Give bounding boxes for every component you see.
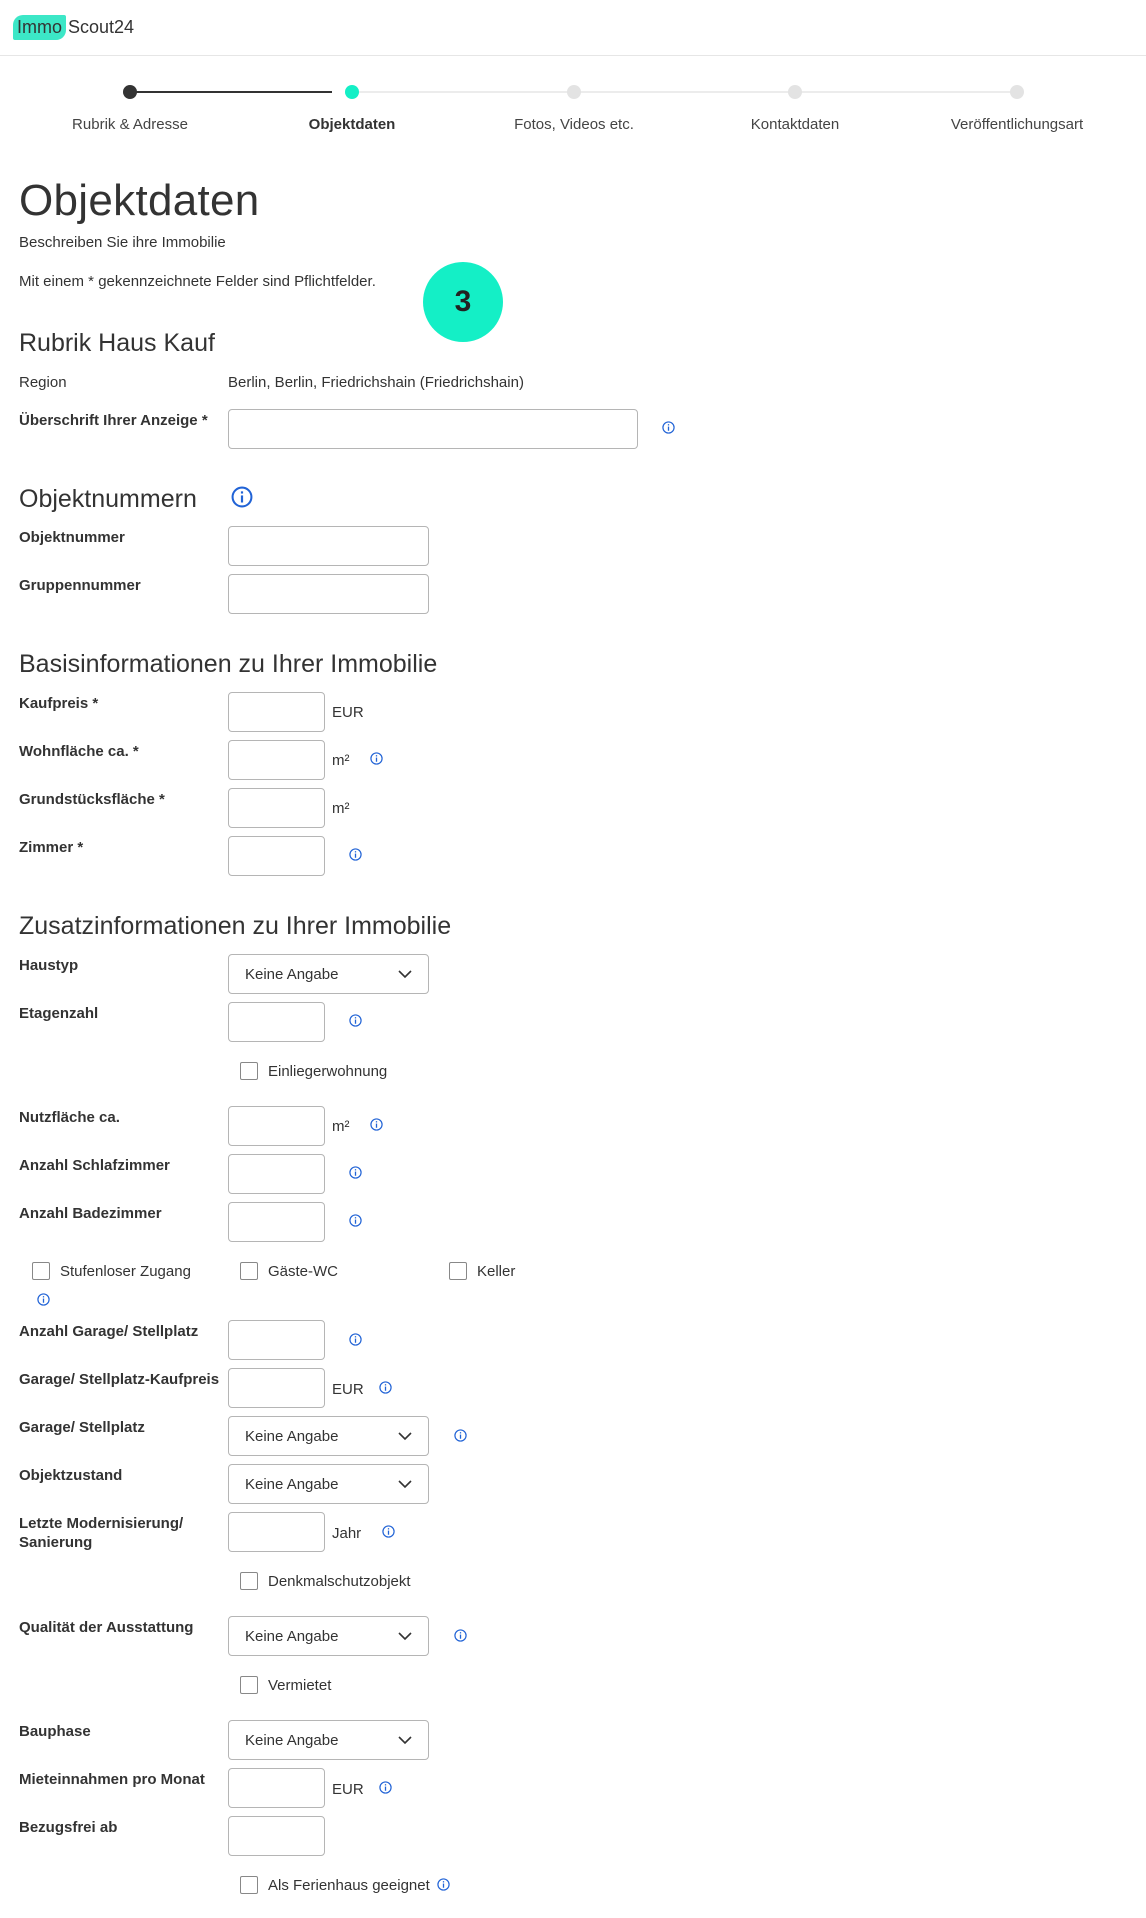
mieteinnahmen-info-icon[interactable]: [379, 1781, 392, 1794]
gaestewc-checkbox[interactable]: [240, 1262, 338, 1280]
stufenlos-checkbox[interactable]: [32, 1262, 191, 1280]
headline-label: Überschrift Ihrer Anzeige *: [19, 412, 208, 429]
region-label: Region: [19, 374, 67, 391]
step-dot-fotos: [567, 85, 581, 99]
etagenzahl-label: Etagenzahl: [19, 1005, 99, 1022]
nutzflaeche-label: Nutzfläche ca.: [19, 1109, 120, 1126]
step-label-veroeffentlichung: Veröffentlichungsart: [950, 116, 1084, 133]
checkbox-box[interactable]: [240, 1062, 258, 1080]
bauphase-label: Bauphase: [19, 1723, 91, 1740]
nutzflaeche-unit: m²: [332, 1118, 350, 1135]
objektnummer-input[interactable]: [228, 526, 429, 566]
zustand-select[interactable]: [228, 1464, 429, 1504]
modernisierung-info-icon[interactable]: [382, 1525, 395, 1538]
mieteinnahmen-unit: EUR: [332, 1781, 364, 1798]
wohnflaeche-input[interactable]: [228, 740, 325, 780]
gruppennummer-label: Gruppennummer: [19, 577, 141, 594]
chevron-down-icon: [398, 1432, 412, 1441]
garage-anzahl-info-icon[interactable]: [349, 1333, 362, 1346]
haustyp-label: Haustyp: [19, 957, 79, 974]
stepper-line-done: [130, 91, 332, 93]
garage-preis-info-icon[interactable]: [379, 1381, 392, 1394]
section-title-zusatz: Zusatzinformationen zu Ihrer Immobilie: [19, 912, 452, 940]
wohnflaeche-unit: m²: [332, 752, 350, 769]
grundstueck-unit: m²: [332, 800, 350, 817]
headline-input[interactable]: [228, 409, 638, 449]
checkbox-box[interactable]: [240, 1262, 258, 1280]
garage-typ-select[interactable]: [228, 1416, 429, 1456]
checkbox-box[interactable]: [240, 1676, 258, 1694]
badezimmer-input[interactable]: [228, 1202, 325, 1242]
schlafzimmer-input[interactable]: [228, 1154, 325, 1194]
mieteinnahmen-label: Mieteinnahmen pro Monat: [19, 1771, 205, 1788]
badezimmer-label: Anzahl Badezimmer: [19, 1205, 162, 1222]
kaufpreis-input[interactable]: [228, 692, 325, 732]
step-label-objektdaten[interactable]: Objektdaten: [308, 116, 396, 133]
qualitaet-select[interactable]: [228, 1616, 429, 1656]
garage-typ-label: Garage/ Stellplatz: [19, 1419, 145, 1436]
bezugsfrei-input[interactable]: [228, 1816, 325, 1856]
zustand-label: Objektzustand: [19, 1467, 123, 1484]
immoscout24-logo[interactable]: [13, 13, 134, 41]
etagenzahl-input[interactable]: [228, 1002, 325, 1042]
required-fields-hint: Mit einem * gekennzeichnete Felder sind Pflichtfelder.: [19, 273, 376, 290]
logo-immo-text: Immo: [13, 15, 66, 40]
zimmer-info-icon[interactable]: [349, 848, 362, 861]
checkbox-box[interactable]: [449, 1262, 467, 1280]
section-title-objektnummern: Objektnummern: [19, 485, 197, 513]
page-subtitle: Beschreiben Sie ihre Immobilie: [19, 234, 226, 251]
vermietet-label: Vermietet: [268, 1676, 332, 1694]
stepper-line-todo: [352, 91, 1018, 93]
garage-preis-unit: EUR: [332, 1381, 364, 1398]
garage-anzahl-label: Anzahl Garage/ Stellplatz: [19, 1323, 199, 1340]
kaufpreis-unit: EUR: [332, 704, 364, 721]
zimmer-label: Zimmer *: [19, 839, 84, 856]
wohnflaeche-label: Wohnfläche ca. *: [19, 743, 139, 760]
ferienhaus-checkbox[interactable]: [240, 1876, 430, 1894]
wohnflaeche-info-icon[interactable]: [370, 752, 383, 765]
chevron-down-icon: [398, 1480, 412, 1489]
nutzflaeche-info-icon[interactable]: [370, 1118, 383, 1131]
gaestewc-label: Gäste-WC: [268, 1262, 339, 1280]
denkmal-checkbox[interactable]: [240, 1572, 411, 1590]
einlieger-checkbox[interactable]: [240, 1062, 387, 1080]
einlieger-label: Einliegerwohnung: [268, 1062, 388, 1080]
etagenzahl-info-icon[interactable]: [349, 1014, 362, 1027]
qualitaet-select-value: Keine Angabe: [245, 1627, 339, 1645]
bezugsfrei-label: Bezugsfrei ab: [19, 1819, 118, 1836]
step-dot-kontaktdaten: [788, 85, 802, 99]
haustyp-select-value: Keine Angabe: [245, 965, 339, 983]
gruppennummer-input[interactable]: [228, 574, 429, 614]
modernisierung-input[interactable]: [228, 1512, 325, 1552]
ferienhaus-info-icon[interactable]: [437, 1878, 450, 1891]
keller-label: Keller: [477, 1262, 516, 1280]
checkbox-box[interactable]: [240, 1876, 258, 1894]
nutzflaeche-input[interactable]: [228, 1106, 325, 1146]
checkbox-box[interactable]: [32, 1262, 50, 1280]
stufenlos-info-icon[interactable]: [37, 1293, 50, 1306]
garage-preis-label: Garage/ Stellplatz-Kaufpreis: [19, 1371, 220, 1388]
bauphase-select-value: Keine Angabe: [245, 1731, 339, 1749]
page-title: Objektdaten: [19, 176, 260, 225]
chevron-down-icon: [398, 1632, 412, 1641]
chevron-down-icon: [398, 970, 412, 979]
step-label-kontaktdaten: Kontaktdaten: [750, 116, 840, 133]
garage-anzahl-input[interactable]: [228, 1320, 325, 1360]
zustand-select-value: Keine Angabe: [245, 1475, 339, 1493]
checkbox-box[interactable]: [240, 1572, 258, 1590]
section-title-basis: Basisinformationen zu Ihrer Immobilie: [19, 650, 438, 678]
step-dot-veroeffentlichung: [1010, 85, 1024, 99]
kaufpreis-label: Kaufpreis *: [19, 695, 99, 712]
modernisierung-unit: Jahr: [332, 1525, 362, 1542]
garage-typ-info-icon[interactable]: [454, 1429, 467, 1442]
step-label-fotos: Fotos, Videos etc.: [514, 116, 634, 133]
bauphase-select[interactable]: [228, 1720, 429, 1760]
logo-scout-text: Scout24: [68, 16, 135, 37]
grundstueck-label: Grundstücksfläche *: [19, 791, 165, 808]
grundstueck-input[interactable]: [228, 788, 325, 828]
schlafzimmer-label: Anzahl Schlafzimmer: [19, 1157, 170, 1174]
keller-checkbox[interactable]: [449, 1262, 515, 1280]
qualitaet-info-icon[interactable]: [454, 1629, 467, 1642]
mieteinnahmen-input[interactable]: [228, 1768, 325, 1808]
haustyp-select[interactable]: [228, 954, 429, 994]
badezimmer-info-icon[interactable]: [349, 1214, 362, 1227]
progress-stepper: [0, 80, 1146, 140]
headline-info-icon[interactable]: [662, 421, 675, 434]
garage-typ-select-value: Keine Angabe: [245, 1427, 339, 1445]
top-header: [0, 0, 1146, 56]
schlafzimmer-info-icon[interactable]: [349, 1166, 362, 1179]
chevron-down-icon: [398, 1736, 412, 1745]
step-dot-objektdaten[interactable]: [345, 85, 359, 99]
objektnummern-info-icon[interactable]: [231, 486, 253, 508]
step-dot-rubrik[interactable]: [123, 85, 137, 99]
vermietet-checkbox[interactable]: [240, 1676, 331, 1694]
ferienhaus-label: Als Ferienhaus geeignet: [268, 1876, 430, 1894]
region-value: Berlin, Berlin, Friedrichshain (Friedrichshain): [228, 374, 524, 391]
qualitaet-label: Qualität der Ausstattung: [19, 1619, 194, 1636]
modernisierung-label: Letzte Modernisierung/ Sanierung: [19, 1515, 184, 1551]
garage-preis-input[interactable]: [228, 1368, 325, 1408]
stufenlos-label: Stufenloser Zugang: [60, 1262, 191, 1280]
zimmer-input[interactable]: [228, 836, 325, 876]
denkmal-label: Denkmalschutzobjekt: [268, 1572, 411, 1590]
section-title-rubrik: Rubrik Haus Kauf: [19, 329, 215, 357]
step-label-rubrik[interactable]: Rubrik & Adresse: [72, 116, 188, 133]
step-number-badge: 3: [423, 262, 503, 342]
objektnummer-label: Objektnummer: [19, 529, 125, 546]
